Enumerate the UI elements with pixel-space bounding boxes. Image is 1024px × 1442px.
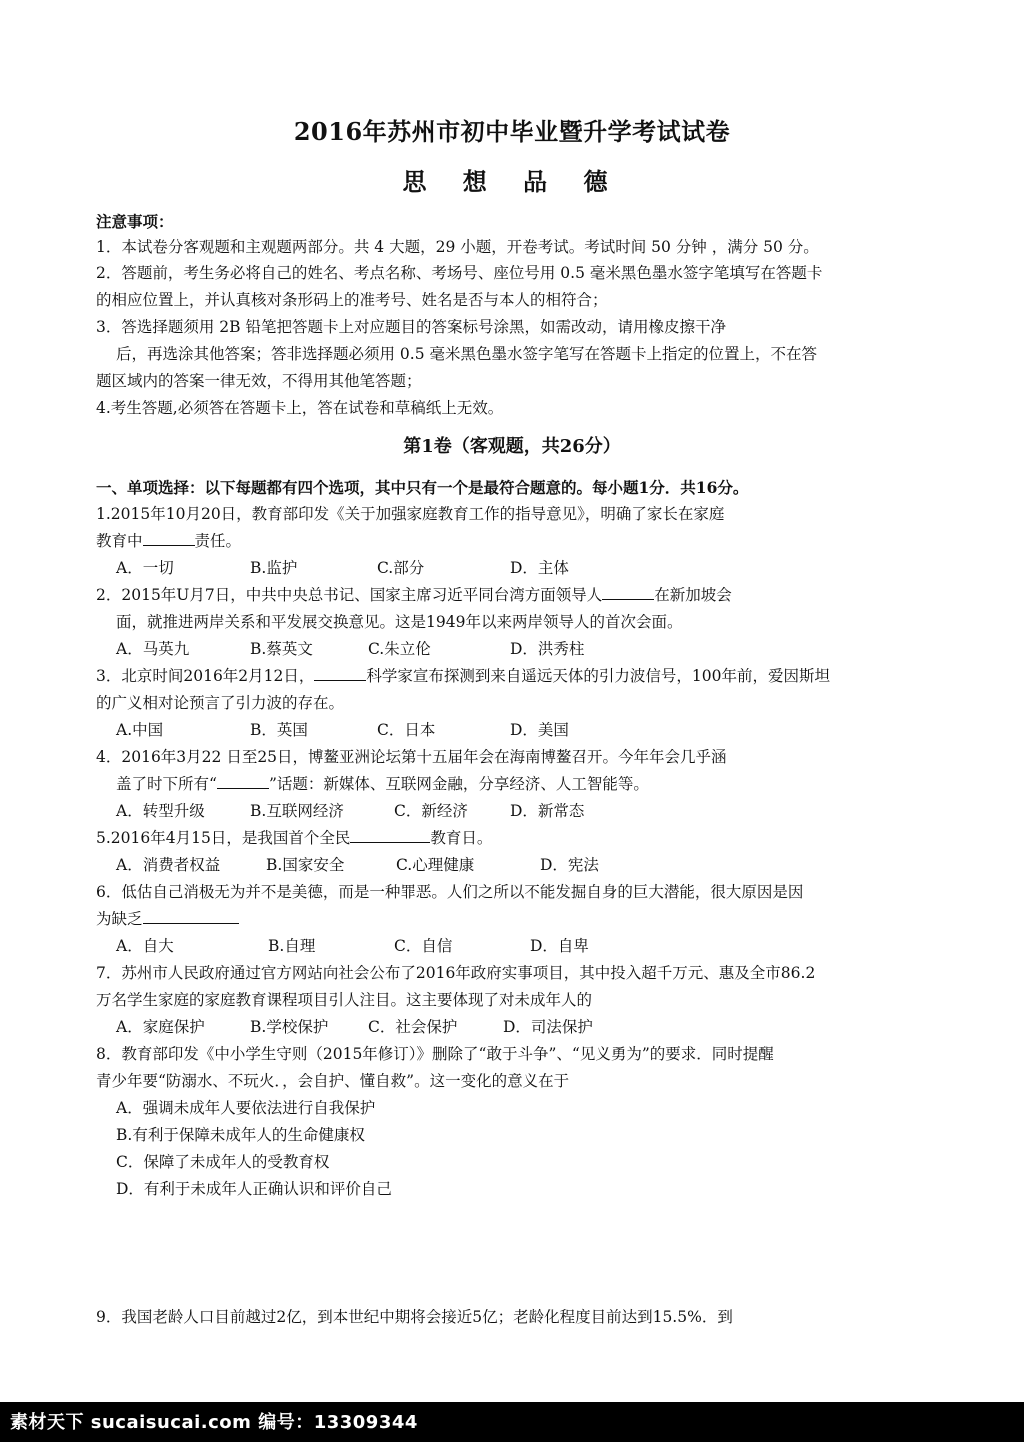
- option-b: B.蔡英文: [250, 640, 313, 658]
- answer-blank: [143, 531, 195, 546]
- option-a: A.中国: [116, 721, 164, 739]
- q7-options: [116, 1017, 593, 1037]
- option-c: C.朱立伦: [368, 640, 431, 658]
- option-b: B.国家安全: [266, 856, 345, 874]
- q5-line-1: [96, 828, 492, 848]
- notice-line-2: 2．答题前，考生务必将自己的姓名、考点名称、考场号、座位号用 0.5 毫米黑色墨水签字笔填写在答题卡: [96, 264, 823, 282]
- answer-blank: [314, 666, 366, 681]
- notice-heading: 注意事项：: [96, 212, 174, 231]
- q8-line-2: 青少年要“防溺水、不玩火．，会自护、懂自救”。这一变化的意义在于: [96, 1072, 570, 1090]
- q8-option-c: C．保障了未成年人的受教育权: [116, 1153, 330, 1171]
- q1-text-a: 教育中: [96, 532, 143, 550]
- section-title: 第1卷（客观题，共26分）: [403, 436, 621, 457]
- q1-line-2: [96, 531, 241, 551]
- section-instruction: 一、单项选择：以下每题都有四个选项，其中只有一个是最符合题意的。每小题1分．共16分。: [96, 478, 749, 497]
- notice-line-1: 1．本试卷分客观题和主观题两部分。共 4 大题，29 小题，开卷考试。考试时间 50 分钟 ，满分 50 分。: [96, 238, 819, 256]
- q1-line-1: 1.2015年10月20日，教育部印发《关于加强家庭教育工作的指导意见》，明确了家长在家庭: [96, 505, 725, 523]
- option-d: D．主体: [510, 559, 569, 577]
- option-c: C．新经济: [394, 802, 468, 820]
- option-c: C．日本: [377, 721, 436, 739]
- q4-text-b: ”话题：新媒体、互联网金融，分享经济、人工智能等。: [268, 775, 649, 793]
- q5-text-b: 教育日。: [430, 829, 493, 847]
- notice-line-4: 3．答选择题须用 2B 铅笔把答题卡上对应题目的答案标号涂黑，如需改动，请用橡皮擦干净: [96, 318, 726, 336]
- option-b: B.自理: [268, 937, 316, 955]
- option-b: B.互联网经济: [250, 802, 344, 820]
- q2-text-a: 2．2015年U月7日，中共中央总书记、国家主席习近平同台湾方面领导人: [96, 586, 603, 604]
- q2-options: [116, 639, 584, 659]
- q8-option-d: D．有利于未成年人正确认识和评价自己: [116, 1180, 392, 1198]
- option-c: C．自信: [394, 937, 453, 955]
- q5-options: [116, 855, 599, 875]
- notice-line-6: 题区域内的答案一律无效，不得用其他笔答题；: [96, 372, 422, 390]
- option-d: D．宪法: [540, 856, 599, 874]
- option-d: D．司法保护: [503, 1018, 593, 1036]
- q6-text: 为缺乏: [96, 910, 143, 928]
- option-d: D．洪秀柱: [510, 640, 585, 658]
- option-b: B.监护: [250, 559, 298, 577]
- q4-options: [116, 801, 584, 821]
- q4-line-1: 4．2016年3月22 日至25日，博鳌亚洲论坛第十五届年会在海南博鳌召开。今年年会几乎涵: [96, 748, 727, 766]
- q8-option-a: A．强调未成年人要依法进行自我保护: [116, 1099, 376, 1117]
- q7-line-1: 7．苏州市人民政府通过官方网站向社会公布了2016年政府实事项目，其中投入超千万元、惠及全市86.2: [96, 964, 816, 982]
- q3-text-b: 科学家宣布探测到来自遥远天体的引力波信号，100年前，爱因斯坦: [366, 667, 830, 685]
- option-a: A．一切: [116, 559, 174, 577]
- q1-text-b: 责任。: [194, 532, 242, 550]
- q4-text-a: 盖了时下所有“: [116, 775, 217, 793]
- option-a: A．自大: [116, 937, 174, 955]
- option-a: A．消费者权益: [116, 856, 221, 874]
- q5-text-a: 5.2016年4月15日，是我国首个全民: [96, 829, 351, 847]
- q6-options: [116, 936, 589, 956]
- exam-title: 2016年苏州市初中毕业暨升学考试试卷: [293, 117, 731, 146]
- answer-blank: [217, 774, 269, 789]
- option-a: A．马英九: [116, 640, 190, 658]
- q4-line-2: [116, 774, 649, 794]
- q6-line-1: 6．低估自己消极无为并不是美德，而是一种罪恶。人们之所以不能发掘自身的巨大潜能，很大原因是因: [96, 883, 804, 901]
- notice-line-7: 4.考生答题,必须答在答题卡上，答在试卷和草稿纸上无效。: [96, 399, 504, 417]
- option-b: B.学校保护: [250, 1018, 329, 1036]
- q8-option-b: B.有利于保障未成年人的生命健康权: [116, 1126, 365, 1144]
- q2-text-b: 在新加坡会: [654, 586, 732, 604]
- q7-line-2: 万名学生家庭的家庭教育课程项目引人注目。这主要体现了对未成年人的: [96, 991, 593, 1009]
- option-a: A．家庭保护: [116, 1018, 205, 1036]
- watermark-text: 素材天下 sucaisucai.com 编号：13309344: [10, 1412, 418, 1433]
- q3-text-a: 3．北京时间2016年2月12日，: [96, 667, 315, 685]
- q3-options: [116, 720, 569, 740]
- option-d: D．美国: [510, 721, 569, 739]
- q1-options: [116, 558, 569, 578]
- option-d: D．自卑: [530, 937, 589, 955]
- answer-blank: [602, 585, 654, 600]
- q2-line-2: 面，就推进两岸关系和平发展交换意见。这是1949年以来两岸领导人的首次会面。: [116, 613, 683, 631]
- option-c: C.部分: [377, 559, 425, 577]
- notice-line-3: 的相应位置上，并认真核对条形码上的准考号、姓名是否与本人的相符合；: [96, 291, 608, 309]
- option-b: B．英国: [250, 721, 308, 739]
- option-c: C.心理健康: [396, 856, 475, 874]
- q8-line-1: 8．教育部印发《中小学生守则（2015年修订）》删除了“敢于斗争”、“见义勇为”的要求．同时提醒: [96, 1045, 774, 1063]
- subject-title: 思 想 品 德: [402, 167, 622, 196]
- answer-blank: [350, 828, 430, 843]
- q2-line-1: [96, 585, 732, 605]
- option-c: C．社会保护: [368, 1018, 458, 1036]
- q9-line-1: 9．我国老龄人口目前越过2亿，到本世纪中期将会接近5亿；老龄化程度目前达到15.5%．到: [96, 1308, 733, 1326]
- answer-blank: [143, 909, 239, 924]
- q6-line-2: [96, 909, 239, 929]
- option-d: D．新常态: [510, 802, 585, 820]
- option-a: A．转型升级: [116, 802, 205, 820]
- q3-line-1: [96, 666, 830, 686]
- q3-line-2: 的广义相对论预言了引力波的存在。: [96, 694, 345, 712]
- notice-line-5: 后，再选涂其他答案；答非选择题必须用 0.5 毫米黑色墨水签字笔写在答题卡上指定的位置上，不在答: [116, 345, 818, 363]
